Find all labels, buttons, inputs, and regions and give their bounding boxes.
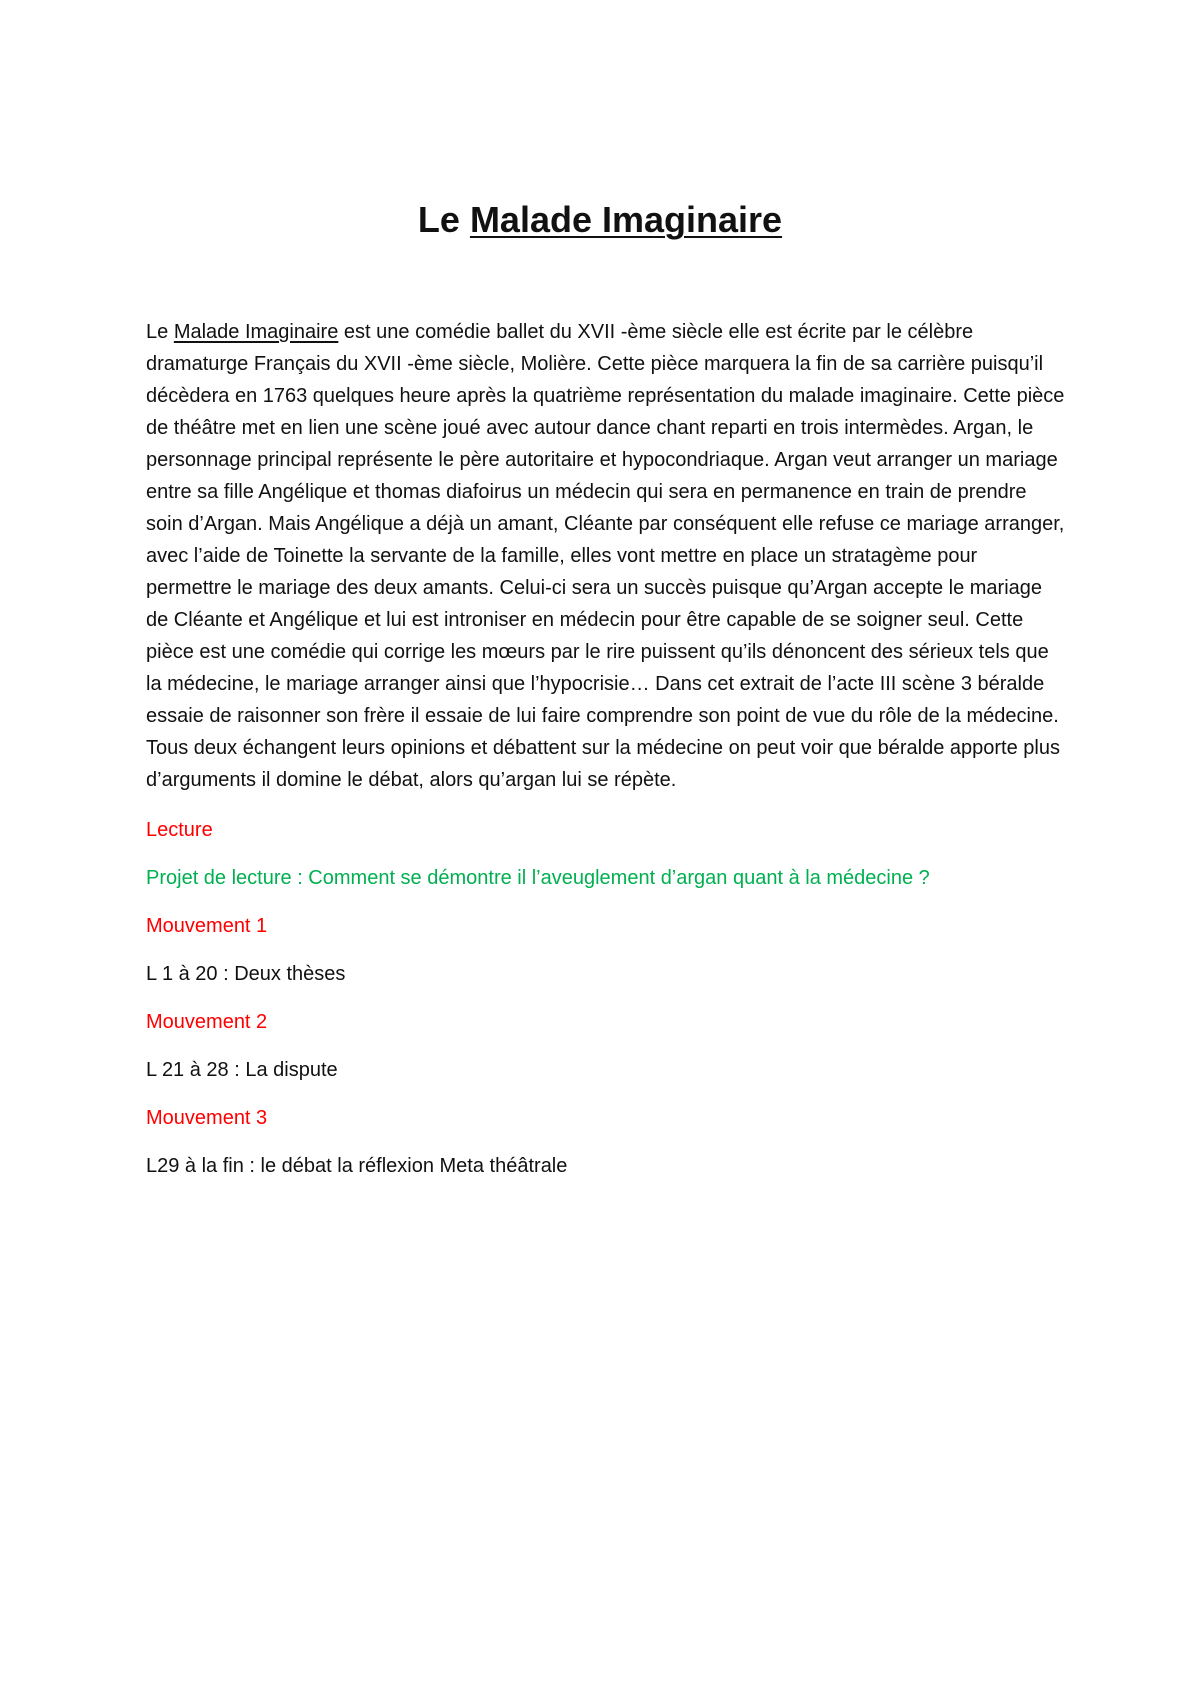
mouvement-3-detail: L29 à la fin : le débat la réflexion Meta théâtrale bbox=[146, 1155, 568, 1177]
title-prefix: Le bbox=[417, 199, 470, 240]
document-title bbox=[0, 196, 1200, 244]
title-underlined: Malade Imaginaire bbox=[469, 199, 783, 240]
intro-prefix: Le bbox=[146, 321, 174, 343]
mouvement-2-detail: L 21 à 28 : La dispute bbox=[146, 1059, 338, 1081]
mouvement-3-heading: Mouvement 3 bbox=[146, 1107, 268, 1129]
mouvement-1-detail: L 1 à 20 : Deux thèses bbox=[146, 963, 346, 985]
mouvement-2-heading: Mouvement 2 bbox=[146, 1011, 268, 1033]
projet-de-lecture: Projet de lecture : Comment se démontre il l’aveuglement d’argan quant à la médecine ? bbox=[146, 867, 930, 889]
document-body bbox=[146, 316, 1066, 1180]
intro-paragraph bbox=[146, 316, 1066, 796]
intro-underlined: Malade Imaginaire bbox=[173, 321, 339, 343]
intro-text: est une comédie ballet du XVII -ème siècle elle est écrite par le célèbre dramaturge Français du XVII -ème siècle, Molière. Cette pièce marquera la fin de sa carrière puisqu’il décèdera en 1763 quelques heure après la quatrième représentation du malade imaginaire. Cette pièce de théâtre met en lien une scène joué avec autour dance chant reparti en trois intermèdes. Argan, le personnage principal représente le père autoritaire et hypocondriaque. Argan veut arranger un mariage entre sa fille Angélique et thomas diafoirus un médecin qui sera en permanence en train de prendre soin d’Argan. Mais Angélique a déjà un amant, Cléante par conséquent elle refuse ce mariage arranger, avec l’aide de Toinette la servante de la famille, elles vont mettre en place un stratagème pour permettre le mariage des deux amants. Celui-ci sera un succès puisque qu’Argan accepte le mariage de Cléante et Angélique et lui est introniser en médecin pour être capable de se soigner seul. Cette pièce est une comédie qui corrige les mœurs par le rire puissent qu’ils dénoncent des sérieux tels que la médecine, le mariage arranger ainsi que l’hypocrisie… Dans cet extrait de l’acte III scène 3 béralde essaie de raisonner son frère il essaie de lui faire comprendre son point de vue du rôle de la médecine. Tous deux échangent leurs opinions et débattent sur la médecine on peut voir que béralde apporte plus d’arguments il domine le débat, alors qu’argan lui se répète. bbox=[146, 321, 1065, 791]
lecture-heading: Lecture bbox=[146, 819, 213, 841]
mouvement-1-heading: Mouvement 1 bbox=[146, 915, 268, 937]
